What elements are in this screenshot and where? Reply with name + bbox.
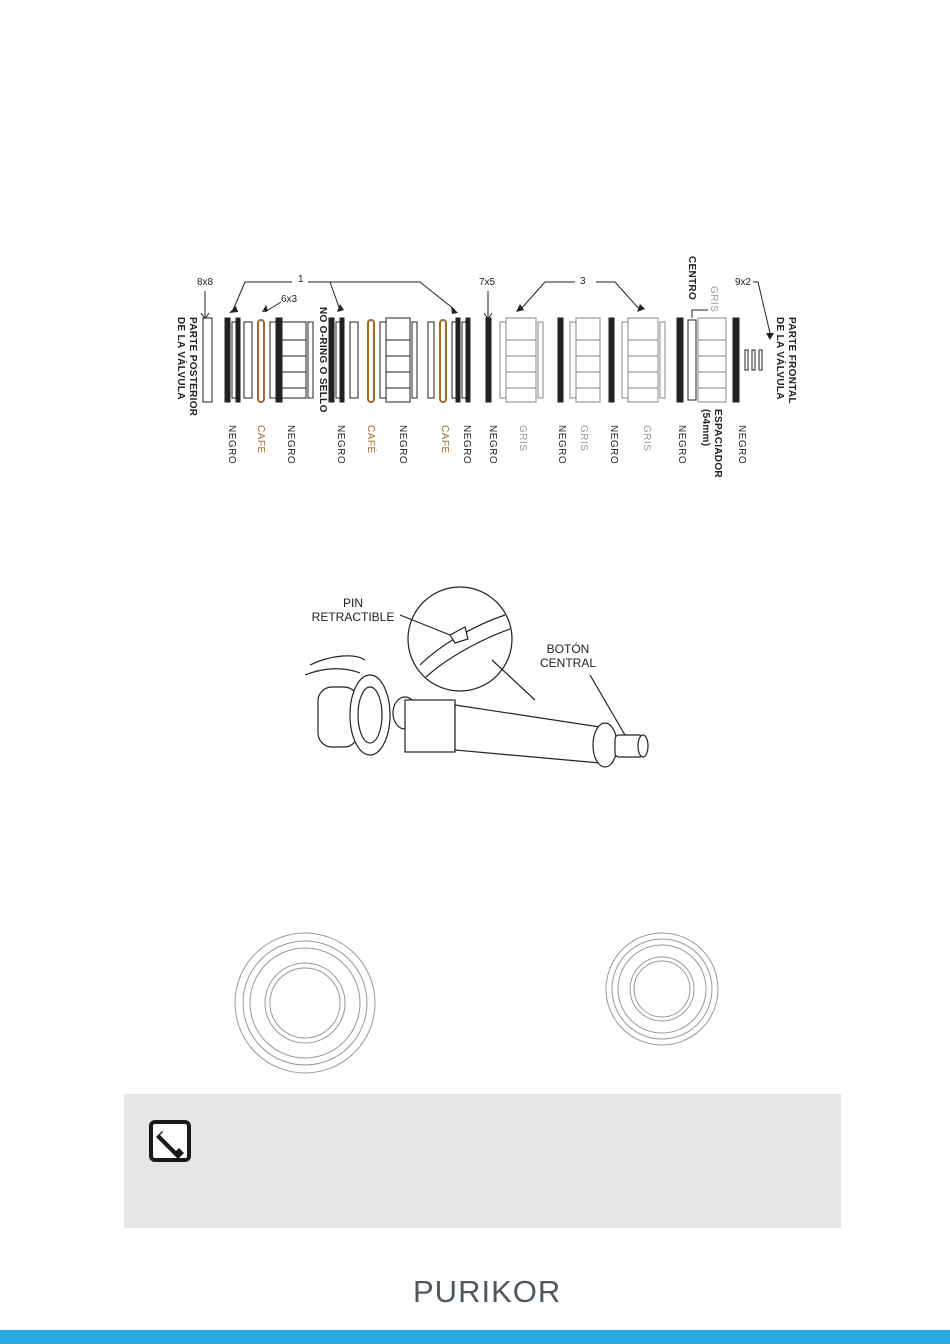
front-label-line1: PARTE FRONTAL	[786, 317, 797, 404]
color-label: NEGRO	[556, 425, 567, 465]
seal-ring-small	[603, 930, 721, 1048]
color-label: NEGRO	[676, 425, 687, 465]
color-label: NEGRO	[285, 425, 296, 465]
color-label: NEGRO	[397, 425, 408, 465]
note-box	[124, 1094, 841, 1228]
button-label-line1: BOTÓN	[546, 642, 590, 656]
pin-label-line2: RETRACTIBLE	[311, 610, 395, 624]
pin-label-line1: PIN	[342, 596, 363, 610]
color-label: NEGRO	[461, 425, 472, 465]
rear-label-line2: DE LA VÁLVULA	[175, 317, 186, 400]
callout-7x5: 7x5	[479, 277, 496, 288]
color-label: NEGRO	[736, 425, 747, 465]
callout-3: 3	[580, 276, 586, 287]
note-pencil-icon	[148, 1119, 194, 1165]
button-label-line2: CENTRAL	[539, 656, 596, 670]
footer-accent-bar	[0, 1330, 950, 1344]
espaciador-size-label: (54mm)	[700, 409, 711, 447]
color-label: CAFÉ	[255, 425, 266, 454]
color-label: CAFÉ	[365, 425, 376, 454]
callout-9x2: 9x2	[735, 277, 752, 288]
color-label: NEGRO	[226, 425, 237, 465]
piston-drawing	[300, 585, 670, 785]
purikor-logo: PURIKOR	[413, 1274, 562, 1309]
callout-6x3: 6x3	[281, 294, 298, 305]
color-label: GRIS	[578, 425, 589, 452]
seal-ring-large	[230, 928, 380, 1078]
color-label: CAFÉ	[439, 425, 450, 454]
valve-stack-drawing	[0, 0, 950, 460]
callout-1: 1	[298, 274, 304, 285]
centro-label: CENTRO	[686, 256, 697, 301]
front-label-line2: DE LA VÁLVULA	[774, 317, 785, 400]
espaciador-label: ESPACIADOR	[712, 409, 723, 478]
gris-top-label: GRIS	[708, 286, 719, 313]
color-label: NEGRO	[487, 425, 498, 465]
callout-8x8: 8x8	[197, 277, 214, 288]
rear-label-line1: PARTE POSTERIOR	[187, 317, 198, 417]
color-label: GRIS	[641, 425, 652, 452]
no-oring-label: NO O-RING O SELLO	[317, 307, 328, 413]
color-label: NEGRO	[335, 425, 346, 465]
color-label: NEGRO	[608, 425, 619, 465]
color-label: GRIS	[517, 425, 528, 452]
